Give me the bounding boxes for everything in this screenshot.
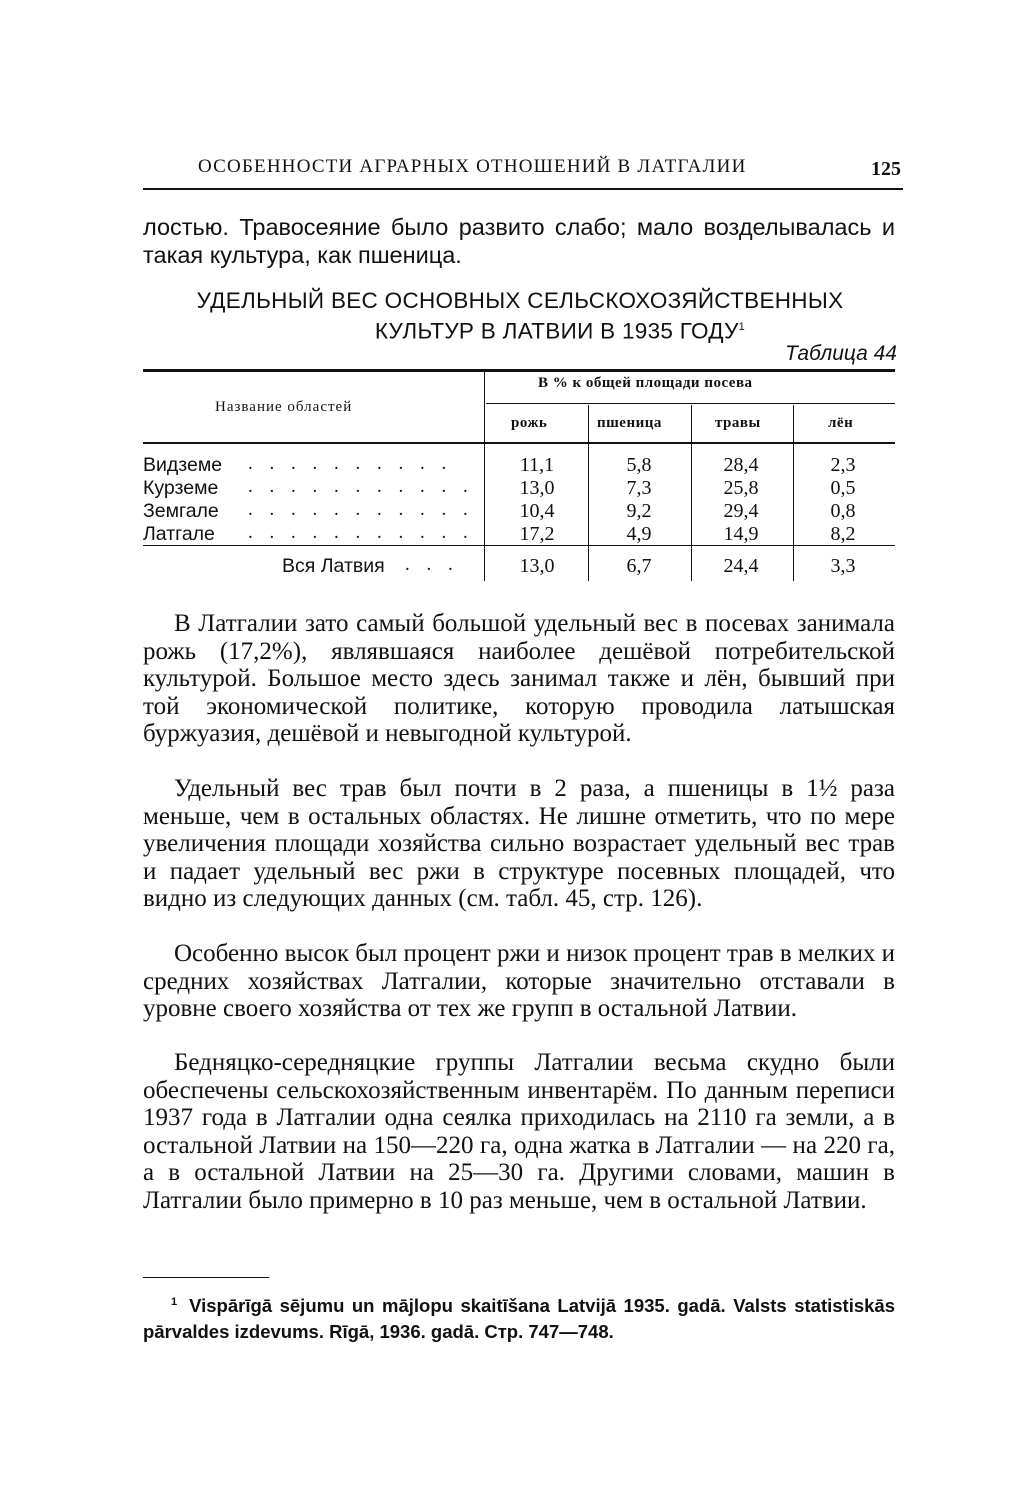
table-title-footnote-mark: 1: [738, 321, 746, 333]
row-name-zemgale: Земгале: [143, 500, 219, 522]
footnote-rule: [143, 1277, 269, 1278]
body-paragraph-1: В Латгалии зато самый большой удельный вес в посевах занимала рожь (17,2%), являвшаяся наиболее дешёвой потребительской культурой. Большое место здесь занимал также и лён, бывший при той экономической политике, которую проводила латышская буржуазия, дешёвой и невыгодной культурой.: [143, 610, 895, 748]
header-rye: рожь: [511, 415, 548, 431]
intro-paragraph: лостью. Травосеяние было развито слабо; мало возделывалась и такая культура, как пшеница.: [143, 214, 895, 268]
running-title: ОСОБЕННОСТИ АГРАРНЫХ ОТНОШЕНИЙ В ЛАТГАЛИИ: [198, 156, 747, 177]
table-label: Таблица 44: [784, 342, 897, 365]
page-number: 125: [871, 158, 901, 180]
cell-latgale-wheat: 4,9: [626, 523, 652, 545]
cell-kurzeme-grass: 25,8: [723, 477, 759, 499]
row-leader: . . .: [405, 554, 459, 575]
row-leader: . . . . . . . . . . .: [248, 476, 474, 497]
row-leader: . . . . . . . . . . .: [248, 522, 474, 543]
table-rule-subheader: [486, 403, 895, 404]
cell-vidzeme-flax: 2,3: [830, 454, 856, 476]
cell-kurzeme-rye: 13,0: [519, 477, 555, 499]
header-grass: травы: [715, 415, 761, 431]
page-header: [143, 148, 903, 190]
cell-total-rye: 13,0: [519, 555, 555, 577]
table-title-line-2: [190, 314, 930, 345]
cell-vidzeme-wheat: 5,8: [626, 454, 652, 476]
table-vline-region: [484, 372, 485, 581]
row-leader: . . . . . . . . . .: [248, 453, 453, 474]
cell-vidzeme-rye: 11,1: [519, 454, 555, 476]
table-vline-wheat: [691, 405, 692, 581]
row-name-vidzeme: Видземе: [143, 454, 223, 476]
cell-total-flax: 3,3: [830, 555, 856, 577]
cell-kurzeme-flax: 0,5: [830, 477, 856, 499]
cell-zemgale-flax: 0,8: [830, 500, 856, 522]
table-title-text: КУЛЬТУР В ЛАТВИИ В 1935 ГОДУ: [374, 318, 739, 344]
header-flax: лён: [828, 415, 854, 431]
cell-latgale-grass: 14,9: [723, 523, 759, 545]
table-rule-header-bottom: [143, 442, 895, 444]
cell-zemgale-wheat: 9,2: [626, 500, 652, 522]
table-vline-rye: [588, 405, 589, 581]
header-region-name: Название областей: [215, 399, 353, 415]
row-name-latgale: Латгале: [143, 523, 215, 545]
row-name-total: Вся Латвия: [282, 555, 385, 577]
footnote-mark: 1: [171, 1296, 178, 1308]
body-paragraph-3: Особенно высок был процент ржи и низок процент трав в мелких и средних хозяйствах Латгалии, которые значительно отставали в уровне своего хозяйства от тех же групп в остальной Латвии.: [143, 940, 895, 1023]
cell-kurzeme-wheat: 7,3: [626, 477, 652, 499]
row-name-kurzeme: Курземе: [143, 477, 219, 499]
cell-total-grass: 24,4: [723, 555, 759, 577]
body-paragraph-4: Бедняцко-середняцкие группы Латгалии весьма скудно были обеспечены сельскохозяйственным инвентарём. По данным переписи 1937 года в Латгалии одна сеялка приходилась на 2110 га земли, а в остальной Латвии на 150—220 га, одна жатка в Латгалии — на 220 га, а в остальной Латвии на 25—30 га. Другими словами, машин в Латгалии было примерно в 10 раз меньше, чем в остальной Латвии.: [143, 1049, 895, 1214]
table-rule-top: [143, 369, 895, 372]
header-percent-group: В % к общей площади посева: [538, 375, 753, 391]
cell-latgale-flax: 8,2: [830, 523, 856, 545]
cell-vidzeme-grass: 28,4: [723, 454, 759, 476]
cell-zemgale-grass: 29,4: [723, 500, 759, 522]
cell-latgale-rye: 17,2: [519, 523, 555, 545]
body-paragraph-2: Удельный вес трав был почти в 2 раза, а пшеницы в 1½ раза меньше, чем в остальных областях. Не лишне отметить, что по мере увеличения площади хозяйства сильно возрастает удельный вес трав и падает удельный вес ржи в структуре посевных площадей, что видно из следующих данных (см. табл. 45, стр. 126).: [143, 775, 895, 913]
table-vline-grass: [793, 405, 794, 581]
cell-total-wheat: 6,7: [626, 555, 652, 577]
cell-zemgale-rye: 10,4: [519, 500, 555, 522]
header-wheat: пшеница: [597, 415, 662, 431]
table-title-line-1: УДЕЛЬНЫЙ ВЕС ОСНОВНЫХ СЕЛЬСКОХОЗЯЙСТВЕННЫХ: [196, 288, 844, 313]
footnote: [143, 1289, 895, 1345]
footnote-text: Vispārīgā sējumu un mājlopu skaitīšana Latvijā 1935. gadā. Valsts statistiskās pārvaldes izdevums. Rīgā, 1936. gadā. Стр. 747—748.: [143, 1295, 895, 1343]
row-leader: . . . . . . . . . . .: [248, 499, 474, 520]
